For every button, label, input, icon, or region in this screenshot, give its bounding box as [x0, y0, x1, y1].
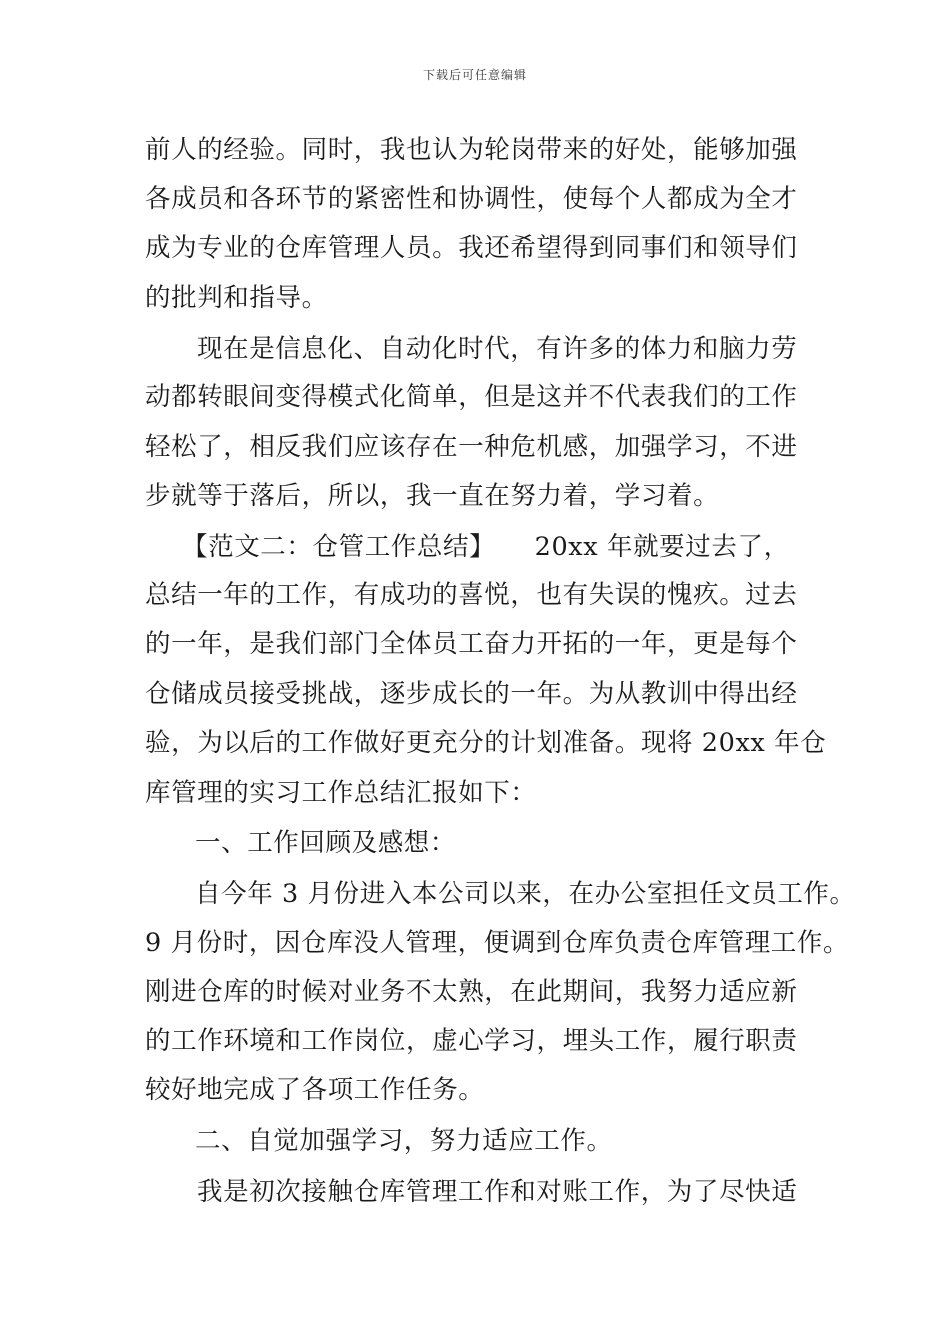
text-line: 成为专业的仓库管理人员。我还希望得到同事们和领导们 [145, 233, 798, 263]
text-line: 较好地完成了各项工作任务。 [145, 1075, 485, 1105]
text-line: 仓储成员接受挑战，逐步成长的一年。为从教训中得出经 [145, 679, 798, 709]
text-line: 验，为以后的工作做好更充分的计划准备。现将 20xx 年仓 [145, 728, 827, 758]
subheading-line: 一、工作回顾及感想： [195, 828, 457, 858]
text-line: 的批判和指导。 [145, 283, 328, 313]
text-line: 9 月份时，因仓库没人管理，便调到仓库负责仓库管理工作。 [145, 928, 850, 958]
text-line: 库管理的实习工作总结汇报如下： [145, 778, 537, 808]
text-line: 刚进仓库的时候对业务不太熟，在此期间，我努力适应新 [145, 977, 798, 1007]
text-line: 的工作环境和工作岗位，虚心学习，埋头工作，履行职责 [145, 1026, 798, 1056]
text-line: 前人的经验。同时，我也认为轮岗带来的好处，能够加强 [145, 135, 798, 165]
text-line: 步就等于落后，所以，我一直在努力着，学习着。 [145, 481, 720, 511]
paragraph-first-line: 我是初次接触仓库管理工作和对账工作，为了尽快适 [197, 1177, 798, 1207]
page-header-note: 下载后可任意编辑 [422, 68, 527, 82]
paragraph-first-line: 自今年 3 月份进入本公司以来，在办公室担任文员工作。 [195, 879, 856, 909]
text-line: 轻松了，相反我们应该存在一种危机感，加强学习，不进 [145, 432, 798, 462]
text-line: 的一年，是我们部门全体员工奋力开拓的一年，更是每个 [145, 629, 798, 659]
subheading-line: 二、自觉加强学习，努力适应工作。 [195, 1126, 613, 1156]
text-line: 动都转眼间变得模式化简单，但是这并不代表我们的工作 [145, 382, 798, 412]
paragraph-first-line: 现在是信息化、自动化时代，有许多的体力和脑力劳 [197, 334, 798, 364]
text-line: 各成员和各环节的紧密性和协调性，使每个人都成为全才 [145, 184, 798, 214]
text-line: 总结一年的工作，有成功的喜悦，也有失误的愧疚。过去 [145, 580, 798, 610]
section-heading-line: 【范文二：仓管工作总结】 20xx 年就要过去了， [182, 532, 790, 562]
